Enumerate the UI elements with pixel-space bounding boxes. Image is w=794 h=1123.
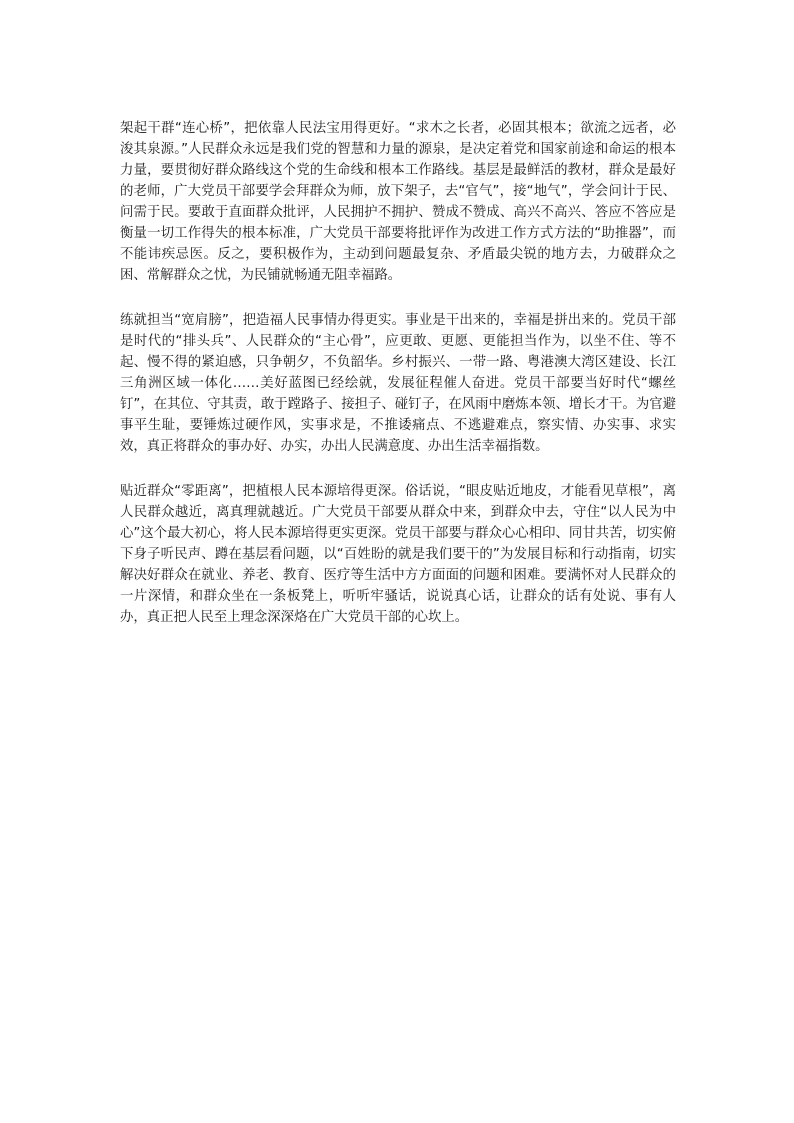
paragraph-bridge: 架起干群“连心桥”，把依靠人民法宝用得更好。“求木之长者，必固其根本；欲流之远者，必浚其泉源。”人民群众永远是我们党的智慧和力量的源泉，是决定着党和国家前途和命运的根本力量，要贯彻好群众路线这个党的生命线和根本工作路线。基层是最鲜活的教材，群众是最好的老师，广大党员干部要学会拜群众为师，放下架子，去“官气”，接“地气”，学会问计于民、问需于民。要敢于直面群众批评，人民拥护不拥护、赞成不赞成、高兴不高兴、答应不答应是衡量一切工作得失的根本标准，广大党员干部要将批评作为改进工作方式方法的“助推器”，而不能讳疾忌医。反之，要积极作为，主动到问题最复杂、矛盾最尖锐的地方去，力破群众之困、常解群众之忧，为民铺就畅通无阻幸福路。 — [120, 121, 676, 283]
paragraph-zero-distance: 贴近群众“零距离”，把植根人民本源培得更深。俗话说，“眼皮贴近地皮，才能看见草根”，离人民群众越近，离真理就越近。广大党员干部要从群众中来，到群众中去，守住“以人民为中心”这个最大初心，将人民本源培得更实更深。党员干部要与群众心心相印、同甘共苦，切实俯下身子听民声、蹲在基层看问题，以“百姓盼的就是我们要干的”为发展目标和行动指南，切实解决好群众在就业、养老、教育、医疗等生活中方方面面的问题和困难。要满怀对人民群众的一片深情，和群众坐在一条板凳上，听听牢骚话，说说真心话，让群众的话有处说、事有人办，真正把人民至上理念深深烙在广大党员干部的心坎上。 — [120, 484, 676, 625]
paragraph-shoulders: 练就担当“宽肩膀”，把造福人民事情办得更实。事业是干出来的，幸福是拼出来的。党员干部是时代的“排头兵”、人民群众的“主心骨”，应更敢、更愿、更能担当作为，以坐不住、等不起、慢不得的紧迫感，只争朝夕，不负韶华。乡村振兴、一带一路、粤港澳大湾区建设、长江三角洲区域一体化……美好蓝图已经绘就，发展征程催人奋进。党员干部要当好时代“螺丝钉”，在其位、守其责，敢于蹚路子、接担子、碰钉子，在风雨中磨炼本领、增长才干。为官避事平生耻，要锤炼过硬作风，实事求是，不推诿痛点、不逃避难点，察实情、办实事、求实效，真正将群众的事办好、办实，办出人民满意度、办出生活幸福指数。 — [120, 313, 676, 454]
document-body — [120, 118, 676, 652]
